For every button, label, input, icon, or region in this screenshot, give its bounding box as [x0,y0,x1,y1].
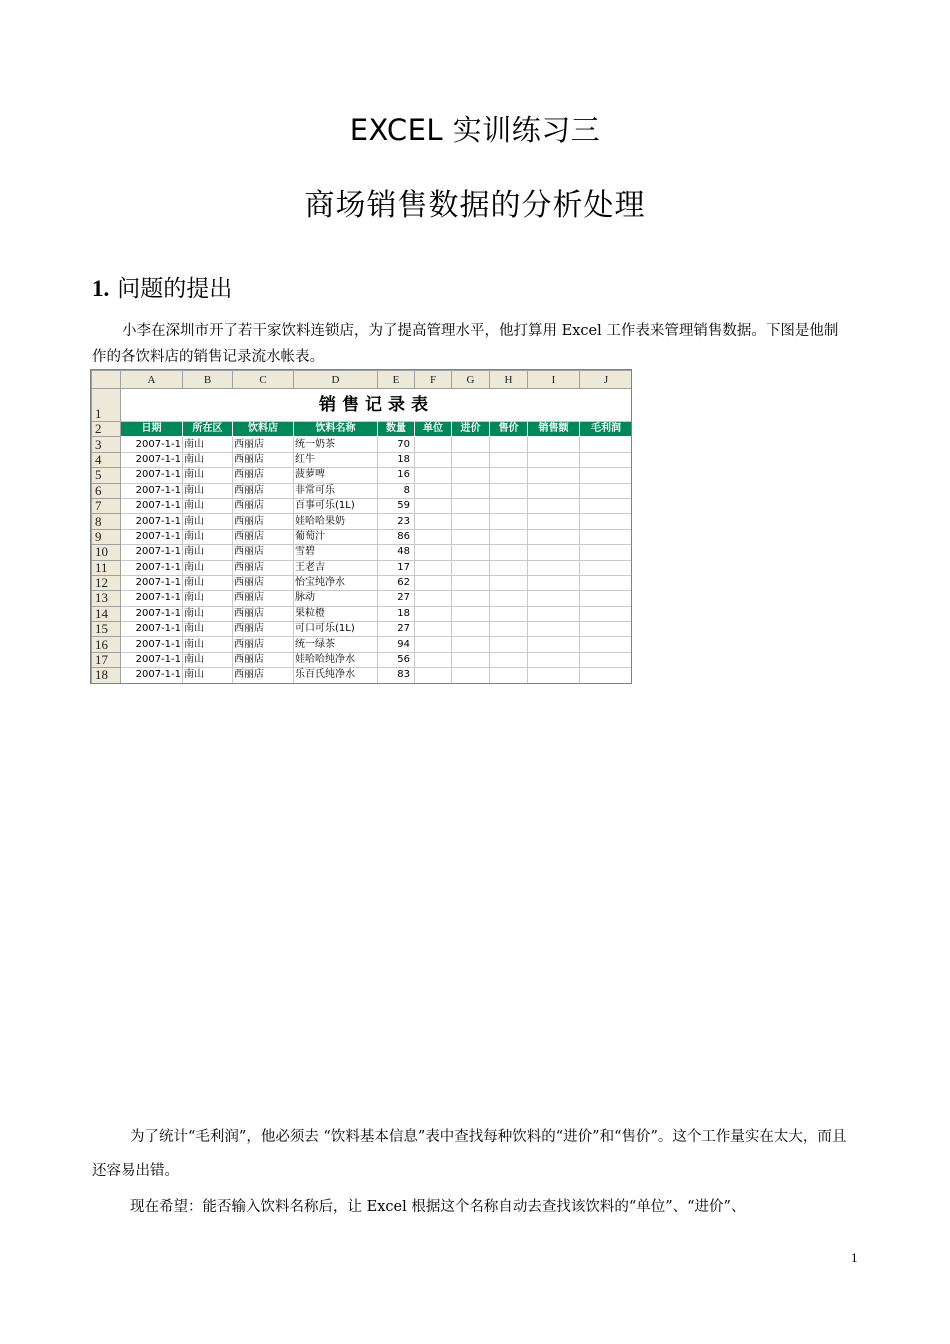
cell-empty[interactable] [580,498,633,513]
table-row [92,514,633,529]
cell-empty[interactable] [415,591,452,606]
cell-empty[interactable] [415,468,452,483]
cell-area[interactable]: 南山 [183,545,233,560]
cell-store[interactable]: 西丽店 [233,652,294,667]
cell-empty[interactable] [490,575,528,590]
table-row [92,668,633,683]
table-header-cell[interactable]: 毛利润 [580,422,633,437]
table-header-cell[interactable]: 销售额 [528,422,580,437]
row-header[interactable]: 16 [92,637,121,652]
cell-empty[interactable] [490,514,528,529]
table-header-cell[interactable]: 进价 [452,422,490,437]
cell-qty[interactable]: 48 [378,545,415,560]
column-header[interactable]: I [528,371,580,389]
row-header[interactable]: 5 [92,468,121,483]
cell-date[interactable]: 2007-1-1 [121,545,183,560]
cell-empty[interactable] [415,560,452,575]
intro-paragraph: 小李在深圳市开了若干家饮料连锁店，为了提高管理水平，他打算用 Excel 工作表来管理销售数据。下图是他制作的各饮料店的销售记录流水帐表。 [92,323,839,365]
cell-name[interactable]: 王老吉 [294,560,378,575]
cell-empty[interactable] [580,437,633,452]
section-title: 问题的提出 [117,276,233,302]
select-all-corner[interactable] [92,371,121,389]
cell-store[interactable]: 西丽店 [233,452,294,467]
row-header[interactable]: 8 [92,514,121,529]
cell-empty[interactable] [415,606,452,621]
cell-empty[interactable] [580,668,633,683]
cell-empty[interactable] [528,483,580,498]
table-header-cell[interactable]: 数量 [378,422,415,437]
cell-date[interactable]: 2007-1-1 [121,622,183,637]
table-row [92,529,633,544]
cell-empty[interactable] [580,468,633,483]
cell-name[interactable]: 红牛 [294,452,378,467]
cell-empty[interactable] [528,637,580,652]
cell-area[interactable]: 南山 [183,591,233,606]
cell-qty[interactable]: 16 [378,468,415,483]
row-header[interactable]: 13 [92,591,121,606]
cell-empty[interactable] [415,652,452,667]
cell-empty[interactable] [580,514,633,529]
cell-empty[interactable] [490,437,528,452]
cell-date[interactable]: 2007-1-1 [121,591,183,606]
cell-empty[interactable] [528,498,580,513]
cell-empty[interactable] [528,606,580,621]
cell-empty[interactable] [528,529,580,544]
cell-empty[interactable] [452,560,490,575]
sales-record-spreadsheet [90,369,632,684]
cell-empty[interactable] [490,498,528,513]
cell-store[interactable]: 西丽店 [233,437,294,452]
cell-empty[interactable] [580,606,633,621]
row-header[interactable]: 14 [92,606,121,621]
table-row [92,591,633,606]
cell-empty[interactable] [528,452,580,467]
cell-store[interactable]: 西丽店 [233,622,294,637]
cell-date[interactable]: 2007-1-1 [121,668,183,683]
cell-area[interactable]: 南山 [183,668,233,683]
cell-name[interactable]: 果粒橙 [294,606,378,621]
cell-date[interactable]: 2007-1-1 [121,468,183,483]
row-header[interactable]: 15 [92,622,121,637]
column-header[interactable]: F [415,371,452,389]
table-header-cell[interactable]: 饮料店 [233,422,294,437]
column-header[interactable]: G [452,371,490,389]
cell-name[interactable]: 葡萄汁 [294,529,378,544]
cell-area[interactable]: 南山 [183,437,233,452]
cell-empty[interactable] [580,622,633,637]
table-row [92,622,633,637]
cell-area[interactable]: 南山 [183,575,233,590]
cell-date[interactable]: 2007-1-1 [121,483,183,498]
cell-empty[interactable] [490,545,528,560]
cell-date[interactable]: 2007-1-1 [121,560,183,575]
table-header-cell[interactable]: 所在区 [183,422,233,437]
cell-empty[interactable] [452,637,490,652]
table-row [92,560,633,575]
cell-empty[interactable] [452,668,490,683]
cell-empty[interactable] [490,468,528,483]
cell-empty[interactable] [580,652,633,667]
cell-qty[interactable]: 56 [378,652,415,667]
cell-area[interactable]: 南山 [183,483,233,498]
table-row [92,437,633,452]
cell-empty[interactable] [415,668,452,683]
cell-empty[interactable] [528,652,580,667]
cell-empty[interactable] [415,514,452,529]
cell-empty[interactable] [415,622,452,637]
cell-empty[interactable] [452,606,490,621]
cell-empty[interactable] [490,591,528,606]
table-header-cell[interactable]: 单位 [415,422,452,437]
body-paragraph-profit: 为了统计“毛利润”，他必须去 “饮料基本信息”表中查找每种饮料的“进价”和“售价”。这个工作量实在太大，而且还容易出错。 [92,1129,847,1179]
cell-area[interactable]: 南山 [183,652,233,667]
cell-empty[interactable] [528,591,580,606]
cell-empty[interactable] [415,575,452,590]
cell-store[interactable]: 西丽店 [233,529,294,544]
cell-qty[interactable]: 83 [378,668,415,683]
cell-qty[interactable]: 62 [378,575,415,590]
table-row [92,468,633,483]
cell-store[interactable]: 西丽店 [233,606,294,621]
cell-name[interactable]: 可口可乐(1L) [294,622,378,637]
cell-empty[interactable] [580,452,633,467]
document-subtitle: 商场销售数据的分析处理 [304,188,646,223]
cell-date[interactable]: 2007-1-1 [121,637,183,652]
row-header[interactable]: 18 [92,668,121,683]
cell-qty[interactable]: 70 [378,437,415,452]
cell-name[interactable]: 百事可乐(1L) [294,498,378,513]
cell-date[interactable]: 2007-1-1 [121,606,183,621]
cell-area[interactable]: 南山 [183,560,233,575]
table-row [92,575,633,590]
cell-qty[interactable]: 18 [378,452,415,467]
cell-name[interactable]: 统一绿茶 [294,637,378,652]
row-header[interactable]: 2 [92,422,121,437]
cell-store[interactable]: 西丽店 [233,560,294,575]
column-header[interactable]: D [294,371,378,389]
cell-empty[interactable] [415,545,452,560]
cell-empty[interactable] [415,498,452,513]
cell-qty[interactable]: 18 [378,606,415,621]
cell-name[interactable]: 脉动 [294,591,378,606]
column-header[interactable]: E [378,371,415,389]
cell-empty[interactable] [490,606,528,621]
cell-date[interactable]: 2007-1-1 [121,575,183,590]
cell-empty[interactable] [490,637,528,652]
cell-empty[interactable] [580,483,633,498]
cell-empty[interactable] [415,529,452,544]
table-row [92,452,633,467]
cell-empty[interactable] [580,637,633,652]
cell-empty[interactable] [452,591,490,606]
table-row [92,483,633,498]
cell-area[interactable]: 南山 [183,452,233,467]
cell-empty[interactable] [490,529,528,544]
cell-area[interactable]: 南山 [183,514,233,529]
table-row [92,652,633,667]
cell-empty[interactable] [452,483,490,498]
cell-store[interactable]: 西丽店 [233,483,294,498]
cell-empty[interactable] [452,468,490,483]
cell-qty[interactable]: 8 [378,483,415,498]
row-header[interactable]: 9 [92,529,121,544]
cell-empty[interactable] [528,514,580,529]
cell-empty[interactable] [452,575,490,590]
table-header-cell[interactable]: 饮料名称 [294,422,378,437]
cell-empty[interactable] [490,652,528,667]
cell-empty[interactable] [452,498,490,513]
cell-store[interactable]: 西丽店 [233,575,294,590]
row-header[interactable]: 17 [92,652,121,667]
cell-area[interactable]: 南山 [183,529,233,544]
cell-date[interactable]: 2007-1-1 [121,437,183,452]
sheet-title[interactable]: 销售记录表 [121,389,633,422]
cell-name[interactable]: 统一奶茶 [294,437,378,452]
table-row [92,606,633,621]
cell-empty[interactable] [490,668,528,683]
cell-name[interactable]: 娃哈哈果奶 [294,514,378,529]
cell-empty[interactable] [580,529,633,544]
cell-empty[interactable] [452,437,490,452]
cell-name[interactable]: 娃哈哈纯净水 [294,652,378,667]
table-row [92,545,633,560]
column-header[interactable]: C [233,371,294,389]
cell-empty[interactable] [528,622,580,637]
cell-empty[interactable] [490,622,528,637]
row-header[interactable]: 3 [92,437,121,452]
cell-store[interactable]: 西丽店 [233,668,294,683]
cell-empty[interactable] [528,560,580,575]
cell-empty[interactable] [580,560,633,575]
cell-name[interactable]: 非常可乐 [294,483,378,498]
section-heading [92,270,232,303]
table-header-cell[interactable]: 日期 [121,422,183,437]
cell-name[interactable]: 乐百氏纯净水 [294,668,378,683]
column-header[interactable]: A [121,371,183,389]
cell-empty[interactable] [415,452,452,467]
cell-store[interactable]: 西丽店 [233,637,294,652]
cell-area[interactable]: 南山 [183,637,233,652]
cell-empty[interactable] [415,437,452,452]
row-header[interactable]: 4 [92,452,121,467]
cell-qty[interactable]: 86 [378,529,415,544]
cell-empty[interactable] [452,622,490,637]
cell-empty[interactable] [452,529,490,544]
cell-qty[interactable]: 27 [378,591,415,606]
sheet-title-row [92,389,633,422]
table-header-row [92,422,633,437]
cell-store[interactable]: 西丽店 [233,468,294,483]
cell-empty[interactable] [528,437,580,452]
cell-empty[interactable] [452,514,490,529]
cell-empty[interactable] [528,468,580,483]
cell-qty[interactable]: 59 [378,498,415,513]
cell-empty[interactable] [490,452,528,467]
cell-date[interactable]: 2007-1-1 [121,498,183,513]
row-header[interactable]: 12 [92,575,121,590]
cell-empty[interactable] [490,560,528,575]
document-title: EXCEL 实训练习三 [349,113,601,147]
cell-empty[interactable] [452,652,490,667]
cell-date[interactable]: 2007-1-1 [121,652,183,667]
cell-store[interactable]: 西丽店 [233,498,294,513]
cell-store[interactable]: 西丽店 [233,545,294,560]
cell-empty[interactable] [528,545,580,560]
cell-store[interactable]: 西丽店 [233,514,294,529]
cell-empty[interactable] [580,575,633,590]
cell-name[interactable]: 雪碧 [294,545,378,560]
row-header[interactable]: 6 [92,483,121,498]
table-row [92,637,633,652]
cell-empty[interactable] [528,575,580,590]
cell-qty[interactable]: 27 [378,622,415,637]
cell-area[interactable]: 南山 [183,468,233,483]
row-header[interactable]: 10 [92,545,121,560]
cell-area[interactable]: 南山 [183,622,233,637]
column-header-row [92,371,633,389]
table-row [92,498,633,513]
column-header[interactable]: J [580,371,633,389]
cell-qty[interactable]: 94 [378,637,415,652]
cell-empty[interactable] [452,452,490,467]
row-header[interactable]: 1 [92,389,121,422]
table-header-cell[interactable]: 售价 [490,422,528,437]
cell-empty[interactable] [528,668,580,683]
cell-empty[interactable] [415,637,452,652]
cell-qty[interactable]: 17 [378,560,415,575]
cell-empty[interactable] [490,483,528,498]
cell-area[interactable]: 南山 [183,498,233,513]
cell-store[interactable]: 西丽店 [233,591,294,606]
cell-name[interactable]: 怡宝纯净水 [294,575,378,590]
cell-date[interactable]: 2007-1-1 [121,514,183,529]
cell-empty[interactable] [580,545,633,560]
cell-qty[interactable]: 23 [378,514,415,529]
cell-date[interactable]: 2007-1-1 [121,529,183,544]
cell-name[interactable]: 菠萝啤 [294,468,378,483]
page-number: 1 [851,1250,858,1265]
column-header[interactable]: H [490,371,528,389]
column-header[interactable]: B [183,371,233,389]
row-header[interactable]: 11 [92,560,121,575]
cell-empty[interactable] [415,483,452,498]
body-paragraph-hope: 现在希望：能否输入饮料名称后，让 Excel 根据这个名称自动去查找该饮料的“单位”、“进价”、 [130,1199,746,1215]
cell-empty[interactable] [452,545,490,560]
cell-empty[interactable] [580,591,633,606]
cell-area[interactable]: 南山 [183,606,233,621]
section-number: 1. [92,276,110,301]
row-header[interactable]: 7 [92,498,121,513]
cell-date[interactable]: 2007-1-1 [121,452,183,467]
